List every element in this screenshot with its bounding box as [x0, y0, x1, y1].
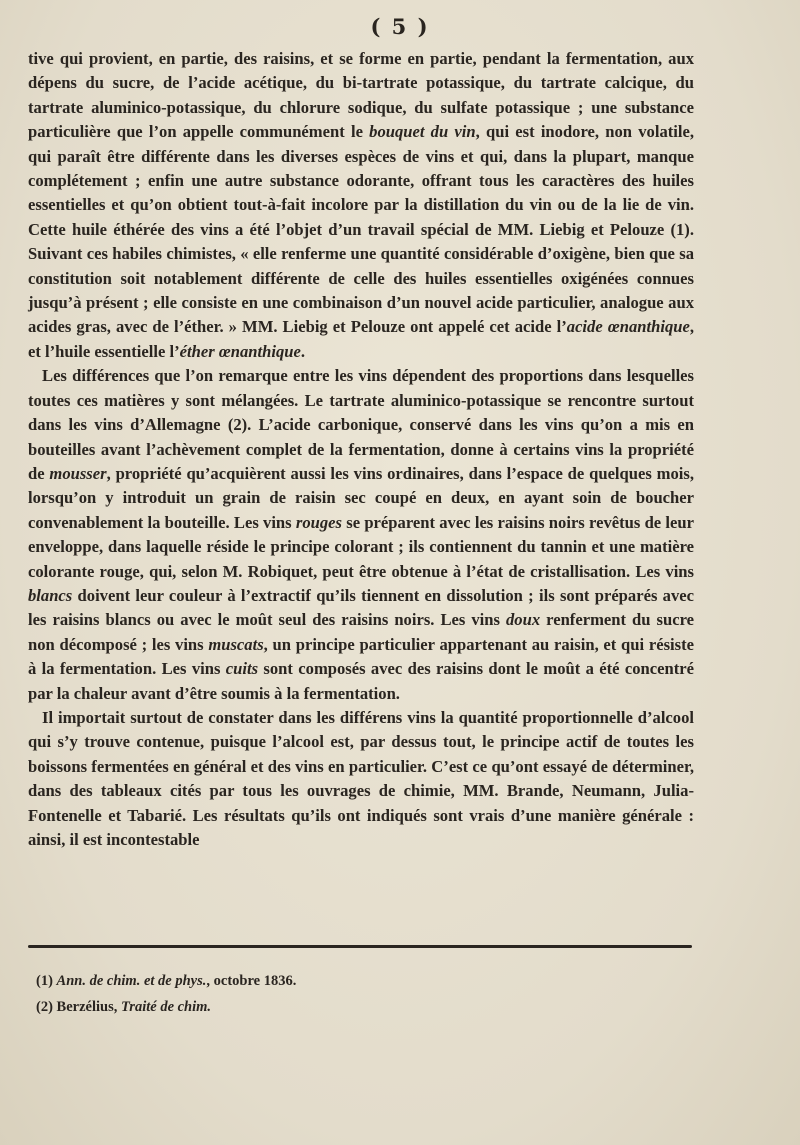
text-run: se préparent avec les raisins noirs revêtus de leur enveloppe, dans laquelle réside le principe colorant ; ils contiennent du tannin et une matière colorante rouge, qui, selon M. Robiquet, peut être obtenue à l’état de cristallisation. Les vins — [28, 512, 694, 581]
footnote-rule — [28, 945, 692, 948]
text-run: , propriété qu’acquièrent aussi les vins ordinaires, dans l’espace de quelques mois, lorsqu’on y introduit un grain de raisin sec coupé en deux, en ayant soin de boucher convenablement la bouteille. Les vins — [28, 463, 694, 532]
footnote-2-mark: (2) — [36, 999, 53, 1015]
italic-term: cuits — [225, 659, 259, 679]
text-run: , et l’huile essentielle l’ — [28, 317, 694, 361]
italic-term: bouquet du vin — [369, 122, 476, 142]
footnote-1 — [36, 968, 676, 994]
footnote-2-title: Traité de chim. — [120, 999, 212, 1015]
paragraph-2 — [28, 364, 694, 706]
italic-term: muscats — [208, 634, 264, 654]
paragraph-3 — [28, 706, 694, 852]
text-run: Les différences que l’on remarque entre les vins dépendent des proportions dans lesquelles toutes ces matières y sont mélangées. Le tartrate aluminico-potassique se rencontre surtout dans les vins d’Allemagne (2). L’acide carbonique, conservé dans les vins qu’on a mis en bouteilles avant l’achèvement complet de la fermentation, donne à certains vins la propriété de — [28, 366, 694, 483]
text-run: doivent leur couleur à l’extractif qu’ils tiennent en dissolution ; ils sont préparés avec les raisins blancs ou avec le moût seul des raisins noirs. Les vins — [28, 585, 694, 630]
text-run: , un principe particulier appartenant au raisin, et qui résiste à la fermentation. Les vins — [28, 634, 694, 679]
footnote-2 — [36, 994, 676, 1020]
italic-term: mousser — [49, 463, 107, 483]
text-run: renferment du sucre non décomposé ; les vins — [28, 610, 694, 654]
footnote-1-mark: (1) — [36, 973, 53, 989]
text-run: tive qui provient, en partie, des raisins, et se forme en partie, pendant la fermentation, aux dépens du sucre, de l’acide acétique, du bi-tartrate potassique, du tartrate calcique, du tartrate aluminico-potassique, du chlorure sodique, du sulfate potassique ; une substance particulière que l’on appelle communément le — [28, 49, 694, 142]
paragraph-1 — [28, 47, 694, 364]
text-run: . — [300, 341, 306, 361]
italic-term: blancs — [28, 585, 73, 605]
text-run: , qui est inodore, non volatile, qui paraît être différente dans les diverses espèces de vins et qui, dans la plupart, manque complétement ; enfin une autre substance odorante, offrant tous les caractères des huiles essentielles et qu’on obtient tout-à-fait incolore par la distillation du vin ou de la lie de vin. Cette huile éthérée des vins a été l’objet d’un travail spécial de MM. Liebig et Pelouze (1). Suivant ces habiles chimistes, « elle renferme une quantité considérable d’oxigène, bien que sa constitution soit notablement différente de celle des huiles essentielles oxigénées connues jusqu’à présent ; elle consiste en une combinaison d’un nouvel acide particulier, analogue aux acides gras, avec de l’éther. » MM. Liebig et Pelouze ont appelé cet acide l’ — [28, 122, 694, 337]
italic-term: doux — [506, 610, 541, 630]
footnote-2-author: Berzélius, — [56, 999, 121, 1015]
footnote-1-source: Ann. de chim. et de phys. — [56, 973, 207, 989]
text-run: Il importait surtout de constater dans les différens vins la quantité proportionnelle d’alcool qui s’y trouve contenue, puisque l’alcool est, par dessus tout, le principe actif de toutes les boissons fermentées en général et des vins en particulier. C’est ce qu’ont essayé de déterminer, dans des tableaux cités par tous les ouvrages de chimie, MM. Brande, Neumann, Julia-Fontenelle et Tabarié. Les résultats qu’ils ont indiqués sont vrais d’une manière générale : ainsi, il est incontestable — [28, 707, 694, 849]
footnotes — [36, 968, 676, 1020]
italic-term: rouges — [295, 512, 342, 532]
footnote-1-date: , octobre 1836. — [206, 973, 297, 989]
italic-term: acide œnanthique — [566, 317, 690, 337]
text-run: sont composés avec des raisins dont le moût a été concentré par la chaleur avant d’être soumis à la fermentation. — [28, 659, 694, 703]
italic-term: éther œnanthique — [179, 341, 301, 361]
page-number: ( 5 ) — [370, 14, 430, 39]
body-text — [28, 47, 694, 852]
